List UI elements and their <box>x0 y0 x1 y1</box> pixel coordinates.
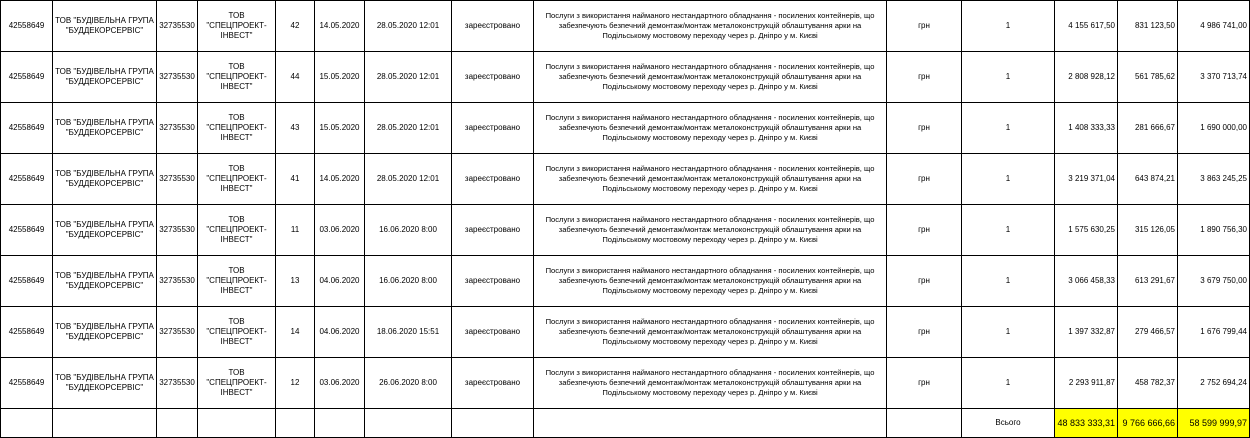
supplier-code-cell: 32735530 <box>157 1 198 52</box>
status-cell: зареєстровано <box>452 52 534 103</box>
datetime-cell: 28.05.2020 12:01 <box>365 1 452 52</box>
table-row <box>1 307 1250 358</box>
description-cell: Послуги з використання найманого нестандартного обладнання - посилених контейнерів, що забезпечують безпечний демонтаж/монтаж металоконструкцій облаштування арки на Подільському мостовому переходу через р. Дніпро у м. Києві <box>534 307 887 358</box>
empty-cell <box>365 409 452 438</box>
supplier-code-cell: 32735530 <box>157 103 198 154</box>
lot-number-cell: 44 <box>276 52 315 103</box>
empty-cell <box>315 409 365 438</box>
datetime-cell: 16.06.2020 8:00 <box>365 256 452 307</box>
empty-cell <box>887 409 962 438</box>
supplier-name-cell: ТОВ "СПЕЦПРОЕКТ-ІНВЕСТ" <box>198 256 276 307</box>
status-cell: зареєстровано <box>452 307 534 358</box>
datetime-cell: 16.06.2020 8:00 <box>365 205 452 256</box>
lot-number-cell: 42 <box>276 1 315 52</box>
vat-cell: 281 666,67 <box>1118 103 1178 154</box>
amount-cell: 2 808 928,12 <box>1055 52 1118 103</box>
amount-cell: 1 408 333,33 <box>1055 103 1118 154</box>
lot-number-cell: 43 <box>276 103 315 154</box>
datetime-cell: 28.05.2020 12:01 <box>365 103 452 154</box>
lot-number-cell: 11 <box>276 205 315 256</box>
quantity-cell: 1 <box>962 358 1055 409</box>
empty-cell <box>1 409 53 438</box>
supplier-code-cell: 32735530 <box>157 52 198 103</box>
customer-name-cell: ТОВ "БУДІВЕЛЬНА ГРУПА "БУДДЕКОРСЕРВІС" <box>53 154 157 205</box>
datetime-cell: 28.05.2020 12:01 <box>365 52 452 103</box>
table-row <box>1 52 1250 103</box>
customer-code-cell: 42558649 <box>1 103 53 154</box>
empty-cell <box>534 409 887 438</box>
lot-number-cell: 13 <box>276 256 315 307</box>
customer-name-cell: ТОВ "БУДІВЕЛЬНА ГРУПА "БУДДЕКОРСЕРВІС" <box>53 307 157 358</box>
lot-number-cell: 14 <box>276 307 315 358</box>
supplier-code-cell: 32735530 <box>157 154 198 205</box>
currency-cell: грн <box>887 358 962 409</box>
total-cell: 2 752 694,24 <box>1178 358 1250 409</box>
datetime-cell: 18.06.2020 15:51 <box>365 307 452 358</box>
amount-cell: 3 066 458,33 <box>1055 256 1118 307</box>
amount-cell: 3 219 371,04 <box>1055 154 1118 205</box>
description-cell: Послуги з використання найманого нестандартного обладнання - посилених контейнерів, що забезпечують безпечний демонтаж/монтаж металоконструкцій облаштування арки на Подільському мостовому переходу через р. Дніпро у м. Києві <box>534 154 887 205</box>
currency-cell: грн <box>887 256 962 307</box>
quantity-cell: 1 <box>962 154 1055 205</box>
customer-code-cell: 42558649 <box>1 1 53 52</box>
totals-label: Всього <box>962 409 1055 438</box>
customer-name-cell: ТОВ "БУДІВЕЛЬНА ГРУПА "БУДДЕКОРСЕРВІС" <box>53 358 157 409</box>
amount-cell: 4 155 617,50 <box>1055 1 1118 52</box>
total-cell: 1 890 756,30 <box>1178 205 1250 256</box>
vat-cell: 279 466,57 <box>1118 307 1178 358</box>
customer-code-cell: 42558649 <box>1 52 53 103</box>
currency-cell: грн <box>887 154 962 205</box>
empty-cell <box>157 409 198 438</box>
empty-cell <box>53 409 157 438</box>
date-cell: 15.05.2020 <box>315 52 365 103</box>
customer-code-cell: 42558649 <box>1 256 53 307</box>
supplier-name-cell: ТОВ "СПЕЦПРОЕКТ-ІНВЕСТ" <box>198 52 276 103</box>
customer-name-cell: ТОВ "БУДІВЕЛЬНА ГРУПА "БУДДЕКОРСЕРВІС" <box>53 256 157 307</box>
date-cell: 14.05.2020 <box>315 1 365 52</box>
customer-code-cell: 42558649 <box>1 358 53 409</box>
quantity-cell: 1 <box>962 103 1055 154</box>
date-cell: 04.06.2020 <box>315 307 365 358</box>
amount-cell: 2 293 911,87 <box>1055 358 1118 409</box>
customer-code-cell: 42558649 <box>1 205 53 256</box>
description-cell: Послуги з використання найманого нестандартного обладнання - посилених контейнерів, що забезпечують безпечний демонтаж/монтаж металоконструкцій облаштування арки на Подільському мостовому переходу через р. Дніпро у м. Києві <box>534 256 887 307</box>
description-cell: Послуги з використання найманого нестандартного обладнання - посилених контейнерів, що забезпечують безпечний демонтаж/монтаж металоконструкцій облаштування арки на Подільському мостовому переходу через р. Дніпро у м. Києві <box>534 205 887 256</box>
quantity-cell: 1 <box>962 307 1055 358</box>
table-row <box>1 154 1250 205</box>
description-cell: Послуги з використання найманого нестандартного обладнання - посилених контейнерів, що забезпечують безпечний демонтаж/монтаж металоконструкцій облаштування арки на Подільському мостовому переходу через р. Дніпро у м. Києві <box>534 103 887 154</box>
quantity-cell: 1 <box>962 205 1055 256</box>
status-cell: зареєстровано <box>452 358 534 409</box>
currency-cell: грн <box>887 1 962 52</box>
totals-total: 58 599 999,97 <box>1178 409 1250 438</box>
supplier-name-cell: ТОВ "СПЕЦПРОЕКТ-ІНВЕСТ" <box>198 358 276 409</box>
date-cell: 04.06.2020 <box>315 256 365 307</box>
customer-name-cell: ТОВ "БУДІВЕЛЬНА ГРУПА "БУДДЕКОРСЕРВІС" <box>53 52 157 103</box>
customer-name-cell: ТОВ "БУДІВЕЛЬНА ГРУПА "БУДДЕКОРСЕРВІС" <box>53 103 157 154</box>
amount-cell: 1 397 332,87 <box>1055 307 1118 358</box>
status-cell: зареєстровано <box>452 1 534 52</box>
customer-code-cell: 42558649 <box>1 154 53 205</box>
supplier-code-cell: 32735530 <box>157 205 198 256</box>
total-cell: 1 690 000,00 <box>1178 103 1250 154</box>
supplier-code-cell: 32735530 <box>157 256 198 307</box>
status-cell: зареєстровано <box>452 205 534 256</box>
currency-cell: грн <box>887 205 962 256</box>
empty-cell <box>276 409 315 438</box>
supplier-name-cell: ТОВ "СПЕЦПРОЕКТ-ІНВЕСТ" <box>198 103 276 154</box>
totals-row <box>1 409 1250 438</box>
datetime-cell: 28.05.2020 12:01 <box>365 154 452 205</box>
supplier-code-cell: 32735530 <box>157 358 198 409</box>
table-row <box>1 103 1250 154</box>
vat-cell: 643 874,21 <box>1118 154 1178 205</box>
vat-cell: 831 123,50 <box>1118 1 1178 52</box>
description-cell: Послуги з використання найманого нестандартного обладнання - посилених контейнерів, що забезпечують безпечний демонтаж/монтаж металоконструкцій облаштування арки на Подільському мостовому переходу через р. Дніпро у м. Києві <box>534 358 887 409</box>
vat-cell: 458 782,37 <box>1118 358 1178 409</box>
status-cell: зареєстровано <box>452 256 534 307</box>
total-cell: 1 676 799,44 <box>1178 307 1250 358</box>
vat-cell: 613 291,67 <box>1118 256 1178 307</box>
description-cell: Послуги з використання найманого нестандартного обладнання - посилених контейнерів, що забезпечують безпечний демонтаж/монтаж металоконструкцій облаштування арки на Подільському мостовому переходу через р. Дніпро у м. Києві <box>534 52 887 103</box>
table-row <box>1 256 1250 307</box>
date-cell: 14.05.2020 <box>315 154 365 205</box>
vat-cell: 561 785,62 <box>1118 52 1178 103</box>
empty-cell <box>452 409 534 438</box>
total-cell: 3 863 245,25 <box>1178 154 1250 205</box>
date-cell: 03.06.2020 <box>315 205 365 256</box>
totals-vat: 9 766 666,66 <box>1118 409 1178 438</box>
supplier-name-cell: ТОВ "СПЕЦПРОЕКТ-ІНВЕСТ" <box>198 1 276 52</box>
supplier-name-cell: ТОВ "СПЕЦПРОЕКТ-ІНВЕСТ" <box>198 205 276 256</box>
supplier-code-cell: 32735530 <box>157 307 198 358</box>
amount-cell: 1 575 630,25 <box>1055 205 1118 256</box>
supplier-name-cell: ТОВ "СПЕЦПРОЕКТ-ІНВЕСТ" <box>198 154 276 205</box>
totals-body <box>1 409 1250 438</box>
status-cell: зареєстровано <box>452 154 534 205</box>
description-cell: Послуги з використання найманого нестандартного обладнання - посилених контейнерів, що забезпечують безпечний демонтаж/монтаж металоконструкцій облаштування арки на Подільському мостовому переходу через р. Дніпро у м. Києві <box>534 1 887 52</box>
table-row <box>1 205 1250 256</box>
total-cell: 4 986 741,00 <box>1178 1 1250 52</box>
quantity-cell: 1 <box>962 256 1055 307</box>
customer-name-cell: ТОВ "БУДІВЕЛЬНА ГРУПА "БУДДЕКОРСЕРВІС" <box>53 1 157 52</box>
total-cell: 3 679 750,00 <box>1178 256 1250 307</box>
date-cell: 15.05.2020 <box>315 103 365 154</box>
quantity-cell: 1 <box>962 1 1055 52</box>
currency-cell: грн <box>887 52 962 103</box>
totals-amount: 48 833 333,31 <box>1055 409 1118 438</box>
vat-cell: 315 126,05 <box>1118 205 1178 256</box>
lot-number-cell: 41 <box>276 154 315 205</box>
lot-number-cell: 12 <box>276 358 315 409</box>
table-row <box>1 1 1250 52</box>
total-cell: 3 370 713,74 <box>1178 52 1250 103</box>
empty-cell <box>198 409 276 438</box>
quantity-cell: 1 <box>962 52 1055 103</box>
table-body <box>1 1 1250 409</box>
date-cell: 03.06.2020 <box>315 358 365 409</box>
status-cell: зареєстровано <box>452 103 534 154</box>
table-row <box>1 358 1250 409</box>
currency-cell: грн <box>887 103 962 154</box>
supplier-name-cell: ТОВ "СПЕЦПРОЕКТ-ІНВЕСТ" <box>198 307 276 358</box>
currency-cell: грн <box>887 307 962 358</box>
customer-code-cell: 42558649 <box>1 307 53 358</box>
datetime-cell: 26.06.2020 8:00 <box>365 358 452 409</box>
customer-name-cell: ТОВ "БУДІВЕЛЬНА ГРУПА "БУДДЕКОРСЕРВІС" <box>53 205 157 256</box>
